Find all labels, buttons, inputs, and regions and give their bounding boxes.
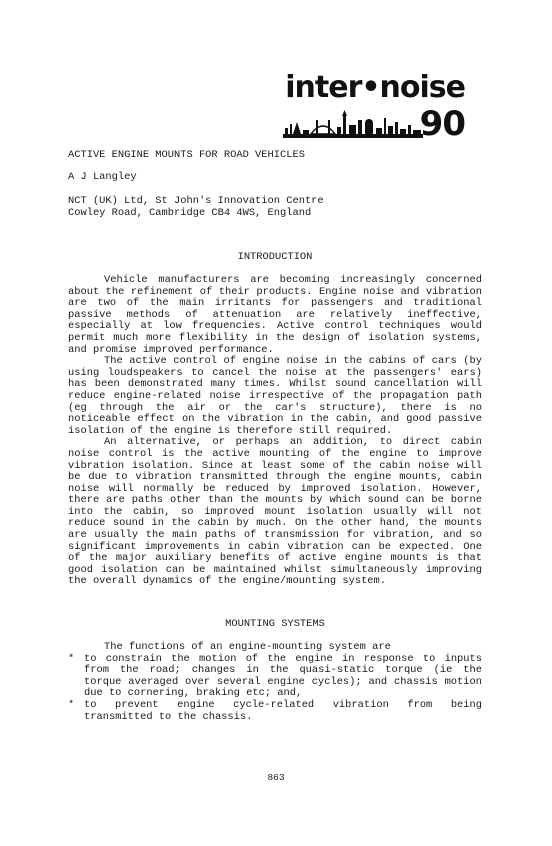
section-heading-introduction: INTRODUCTION xyxy=(237,251,313,263)
list-item-text: to constrain the motion of the engine in response to inputs from the road; changes in the quasi-static torque (ie the torque averaged over several engine cycles); and chassis motion due to cornering, braking etc; and, xyxy=(84,652,482,700)
bullet-marker: * xyxy=(68,652,75,665)
affiliation-line: Cowley Road, Cambridge CB4 4WS, England xyxy=(68,206,312,219)
paragraph: Vehicle manufacturers are becoming increasingly concerned about the refinement of their products. Engine noise and vibration are two of the main irritants for passengers and traditional passive methods of attenuation are relatively ineffective, especially at low frequencies. Active control techniques would permit much more flexibility in the design of isolation systems, and promise improved performance. xyxy=(68,274,482,356)
section-heading-mounting-systems: MOUNTING SYSTEMS xyxy=(225,618,325,630)
logo-wordmark: inter•noise xyxy=(285,70,465,105)
skyline-icon xyxy=(283,108,423,138)
paper-title: ACTIVE ENGINE MOUNTS FOR ROAD VEHICLES xyxy=(68,149,305,161)
logo-number: 90 xyxy=(419,104,465,144)
list-item xyxy=(68,700,482,723)
functions-list xyxy=(68,654,482,724)
paragraph: The functions of an engine-mounting system are xyxy=(104,641,391,653)
list-item-text: to prevent engine cycle-related vibration from being transmitted to the chassis. xyxy=(84,698,482,723)
mounting-systems-body xyxy=(68,642,482,723)
paragraph: The active control of engine noise in the cabins of cars (by using loudspeakers to cancel the noise at the passengers' ears) has been demonstrated many times. Whilst sound cancellation will reduce engine-related noise irrespective of the propagation path (eg through the air or the car's structure), there is no noticeable effect on the vibration in the cabin, and good passive isolation of the engine is therefore still required. xyxy=(68,355,482,437)
introduction-body xyxy=(68,275,482,588)
bullet-marker: * xyxy=(68,698,75,711)
author-affiliation xyxy=(68,196,482,219)
list-item xyxy=(68,654,482,700)
affiliation-line: NCT (UK) Ltd, St John's Innovation Centre xyxy=(68,195,324,207)
conference-logo xyxy=(283,72,465,142)
paragraph: An alternative, or perhaps an addition, to direct cabin noise control is the active mounting of the engine to improve vibration isolation. Since at least some of the cabin noise will be due to vibration transmitted through the engine mounts, cabin noise will normally be reduced by improved isolation. However, there are paths other than the mounts by which sound can be borne into the cabin, so improved mount isolation usually will not reduce sound in the cabin by much. On the other hand, the mounts are usually the main paths of transmission for vibration, and so significant improvements in cabin vibration can be expected. One of the major auxiliary benefits of active engine mounts is that good isolation can be maintained whilst simultaneously improving the overall dynamics of the engine/mounting system. xyxy=(68,436,482,588)
paper-author: A J Langley xyxy=(68,171,137,183)
page-number: 863 xyxy=(267,772,285,783)
